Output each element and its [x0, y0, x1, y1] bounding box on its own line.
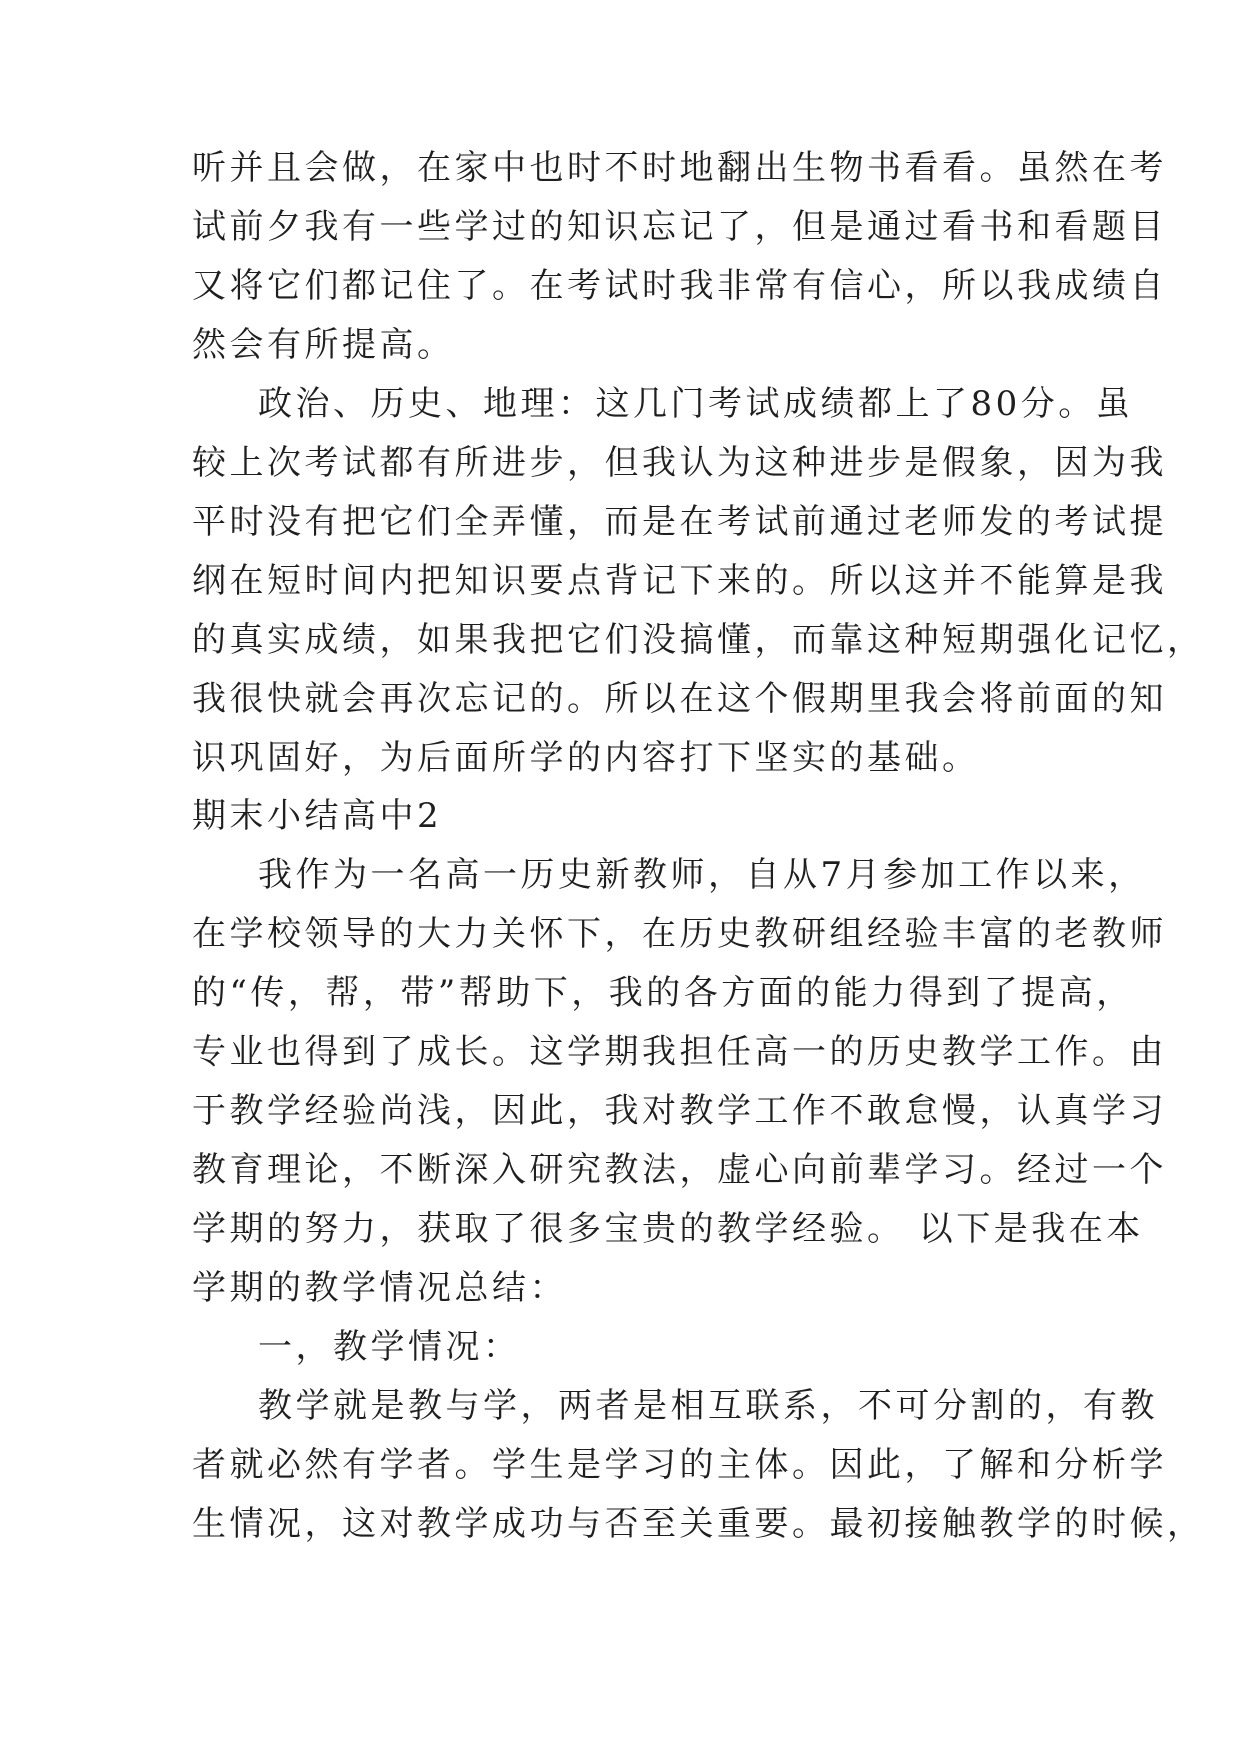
- text-line: 的真实成绩，如果我把它们没搞懂，而靠这种短期强化记忆，: [192, 620, 1205, 660]
- text-line: 学期的努力，获取了很多宝贵的教学经验。 以下是我在本: [192, 1209, 1144, 1249]
- text-line: 试前夕我有一些学过的知识忘记了，但是通过看书和看题目: [192, 207, 1167, 247]
- text-line: 我很快就会再次忘记的。所以在这个假期里我会将前面的知: [192, 679, 1167, 719]
- text-line: 在学校领导的大力关怀下，在历史教研组经验丰富的老教师: [192, 914, 1167, 954]
- text-line: 专业也得到了成长。这学期我担任高一的历史教学工作。由: [192, 1032, 1167, 1072]
- text-line: 然会有所提高。: [192, 325, 455, 365]
- text-line: 听并且会做，在家中也时不时地翻出生物书看看。虽然在考: [192, 148, 1167, 188]
- paragraph-start-line: 政治、历史、地理：这几门考试成绩都上了80分。虽: [258, 384, 1134, 424]
- text-line: 教育理论，不断深入研究教法，虚心向前辈学习。经过一个: [192, 1150, 1167, 1190]
- text-line: 的“传，帮，带”帮助下，我的各方面的能力得到了提高，: [192, 973, 1134, 1013]
- text-line: 学期的教学情况总结：: [192, 1268, 567, 1308]
- paragraph-start-line: 教学就是教与学，两者是相互联系，不可分割的，有教: [258, 1386, 1158, 1426]
- paragraph-start-line: 我作为一名高一历史新教师，自从7月参加工作以来，: [258, 855, 1146, 895]
- text-line: 者就必然有学者。学生是学习的主体。因此，了解和分析学: [192, 1445, 1167, 1485]
- text-line: 纲在短时间内把知识要点背记下来的。所以这并不能算是我: [192, 561, 1167, 601]
- text-line: 识巩固好，为后面所学的内容打下坚实的基础。: [192, 738, 980, 778]
- text-line: 平时没有把它们全弄懂，而是在考试前通过老师发的考试提: [192, 502, 1167, 542]
- text-line: 较上次考试都有所进步，但我认为这种进步是假象，因为我: [192, 443, 1167, 483]
- subheading-line: 一，教学情况：: [258, 1327, 521, 1367]
- section-heading: 期末小结高中2: [192, 796, 443, 836]
- text-line: 又将它们都记住了。在考试时我非常有信心，所以我成绩自: [192, 266, 1167, 306]
- text-line: 生情况，这对教学成功与否至关重要。最初接触教学的时候，: [192, 1504, 1205, 1544]
- text-line: 于教学经验尚浅，因此，我对教学工作不敢怠慢，认真学习: [192, 1091, 1167, 1131]
